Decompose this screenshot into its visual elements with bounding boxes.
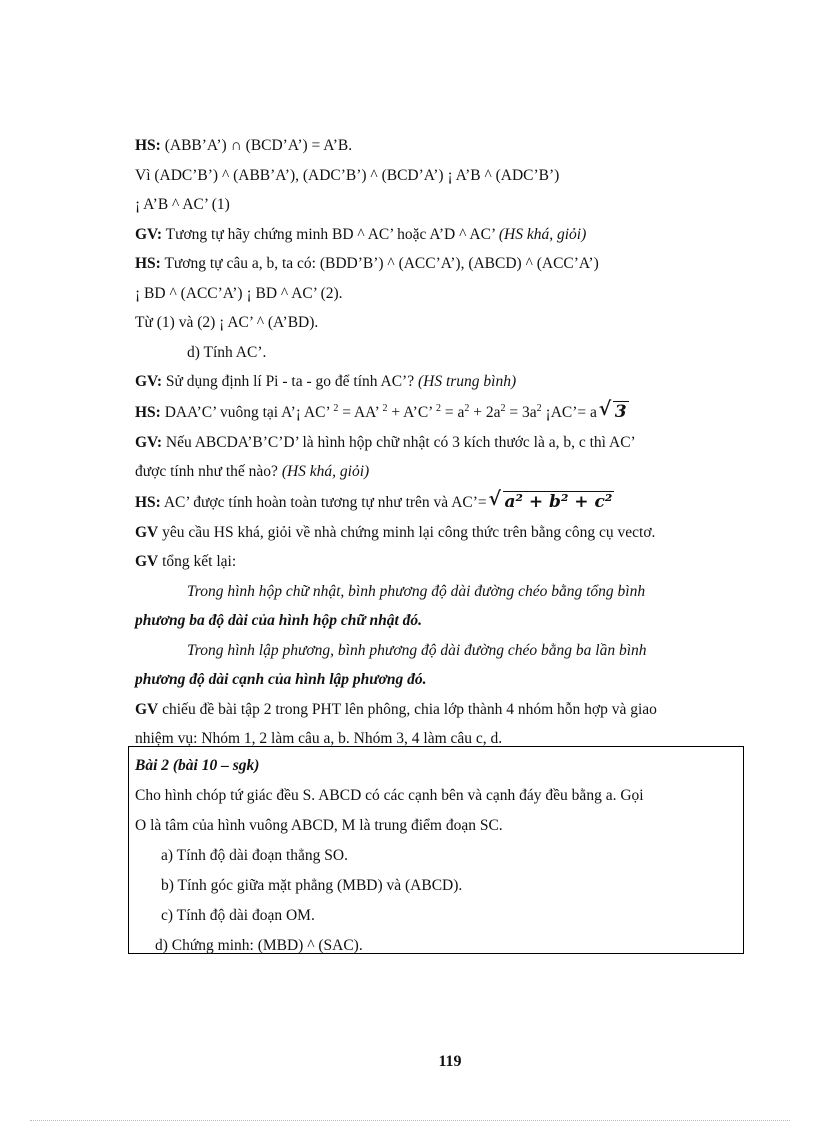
text-line-20	[135, 695, 745, 725]
exponent: 2	[382, 402, 388, 414]
radicand: a² + b² + c²	[504, 491, 613, 512]
text-line-7	[135, 308, 745, 338]
speaker-label: HS:	[135, 255, 161, 272]
level-note: (HS trung bình)	[417, 373, 517, 390]
text-line-17	[135, 606, 745, 636]
conclusion-text: Trong hình lập phương, bình phương độ dài đường chéo bằng ba lần bình	[187, 641, 647, 659]
line-text: chiếu đề bài tập 2 trong PHT lên phông, chia lớp thành 4 nhóm hỗn hợp và giao	[158, 700, 657, 718]
line-text: nhiệm vụ: Nhóm 1, 2 làm câu a, b. Nhóm 3, 4 làm câu c, d.	[135, 730, 503, 747]
line-text: ¡ A’B ^ AC’ (1)	[135, 196, 230, 213]
text-line-9	[135, 367, 745, 397]
line-text: Tương tự hãy chứng minh BD ^ AC’ hoặc A’D ^ AC’	[162, 225, 499, 243]
speaker-label: HS:	[135, 137, 161, 154]
exercise-title: Bài 2 (bài 10 – sgk)	[135, 757, 260, 774]
exponent: 2	[500, 402, 506, 414]
line-text: ¡ BD ^ (ACC’A’) ¡ BD ^ AC’ (2).	[135, 284, 343, 302]
sqrt-formula	[601, 397, 629, 428]
line-text: + A’C’	[387, 403, 437, 421]
speaker-label: GV	[135, 553, 159, 570]
exercise-item-a: a) Tính độ dài đoạn thẳng SO.	[161, 847, 348, 864]
line-text: = AA’	[338, 403, 383, 421]
speaker-label: HS:	[135, 403, 161, 421]
exercise-item-c: c) Tính độ dài đoạn OM.	[161, 907, 315, 924]
exercise-item-b: b) Tính góc giữa mặt phẳng (MBD) và (ABCD).	[161, 877, 463, 894]
level-note: (HS khá, giỏi)	[498, 225, 587, 243]
text-line-12	[135, 457, 745, 487]
exponent: 2	[436, 402, 442, 414]
page-border-divider	[30, 1120, 790, 1121]
text-line-19	[135, 665, 745, 695]
exponent: 2	[333, 402, 339, 414]
text-line-2	[135, 161, 745, 191]
text-line-3	[135, 190, 745, 220]
text-line-5	[135, 249, 745, 279]
line-text: Từ (1) và (2) ¡ AC’ ^ (A’BD).	[135, 314, 319, 331]
exercise-item-d: d) Chứng minh: (MBD) ^ (SAC).	[155, 937, 363, 954]
text-line-14	[135, 518, 745, 548]
line-text: = a	[441, 403, 465, 421]
text-line-15	[135, 547, 745, 577]
line-text: ¡AC’= a	[541, 403, 597, 421]
speaker-label: GV:	[135, 373, 162, 390]
line-text: tổng kết lại:	[158, 553, 237, 570]
line-text: d) Tính AC’.	[187, 343, 267, 361]
line-text: Sử dụng định lí Pi - ta - go để tính AC’?	[162, 373, 418, 390]
line-text: AC’ được tính hoàn toàn tương tự như trên và AC’=	[160, 493, 487, 511]
line-text: DAA’C’ vuông tại A’¡ AC’	[160, 403, 334, 421]
text-line-16	[135, 577, 745, 607]
text-line-4	[135, 220, 745, 250]
line-text: Tương tự câu a, b, ta có: (BDD’B’) ^ (ACC’A’), (ABCD) ^ (ACC’A’)	[160, 255, 599, 272]
line-text: (ABB’A’) ∩ (BCD’A’) = A’B.	[160, 137, 353, 154]
speaker-label: HS:	[135, 493, 161, 511]
text-line-6	[135, 279, 745, 309]
speaker-label: GV	[135, 523, 159, 541]
speaker-label: GV:	[135, 433, 162, 451]
exponent: 2	[536, 402, 542, 414]
exponent: 2	[464, 402, 470, 414]
conclusion-text: phương ba độ dài của hình hộp chữ nhật đó.	[135, 612, 423, 629]
text-line-13	[135, 487, 745, 518]
exercise-text: Cho hình chóp tứ giác đều S. ABCD có các cạnh bên và cạnh đáy đều bằng a. Gọi	[135, 787, 644, 804]
text-line-1	[135, 131, 745, 161]
text-line-18	[135, 636, 745, 666]
page-number: 119	[438, 1053, 462, 1070]
conclusion-text: phương độ dài cạnh của hình lập phương đó.	[135, 671, 427, 688]
speaker-label: GV	[135, 700, 159, 718]
line-text: + 2a	[469, 403, 501, 421]
exercise-text: O là tâm của hình vuông ABCD, M là trung điểm đoạn SC.	[135, 817, 503, 834]
line-text: = 3a	[505, 403, 537, 421]
line-text: Vì (ADC’B’) ^ (ABB’A’), (ADC’B’) ^ (BCD’A’) ¡ A’B ^ (ADC’B’)	[135, 166, 560, 184]
exercise-box	[128, 746, 744, 954]
sqrt-formula	[491, 487, 615, 518]
page-content	[135, 131, 745, 754]
radicand: 3	[614, 401, 627, 422]
text-line-11	[135, 428, 745, 458]
conclusion-text: Trong hình hộp chữ nhật, bình phương độ dài đường chéo bằng tổng bình	[187, 582, 646, 600]
line-text: yêu cầu HS khá, giỏi về nhà chứng minh lại công thức trên bằng công cụ vectơ.	[158, 523, 656, 541]
level-note: (HS khá, giỏi)	[281, 463, 370, 480]
text-line-10	[135, 397, 745, 428]
speaker-label: GV:	[135, 225, 162, 243]
text-line-8	[135, 338, 745, 368]
line-text: Nếu ABCDA’B’C’D’ là hình hộp chữ nhật có 3 kích thước là a, b, c thì AC’	[162, 433, 636, 451]
line-text: được tính như thế nào?	[135, 463, 282, 480]
